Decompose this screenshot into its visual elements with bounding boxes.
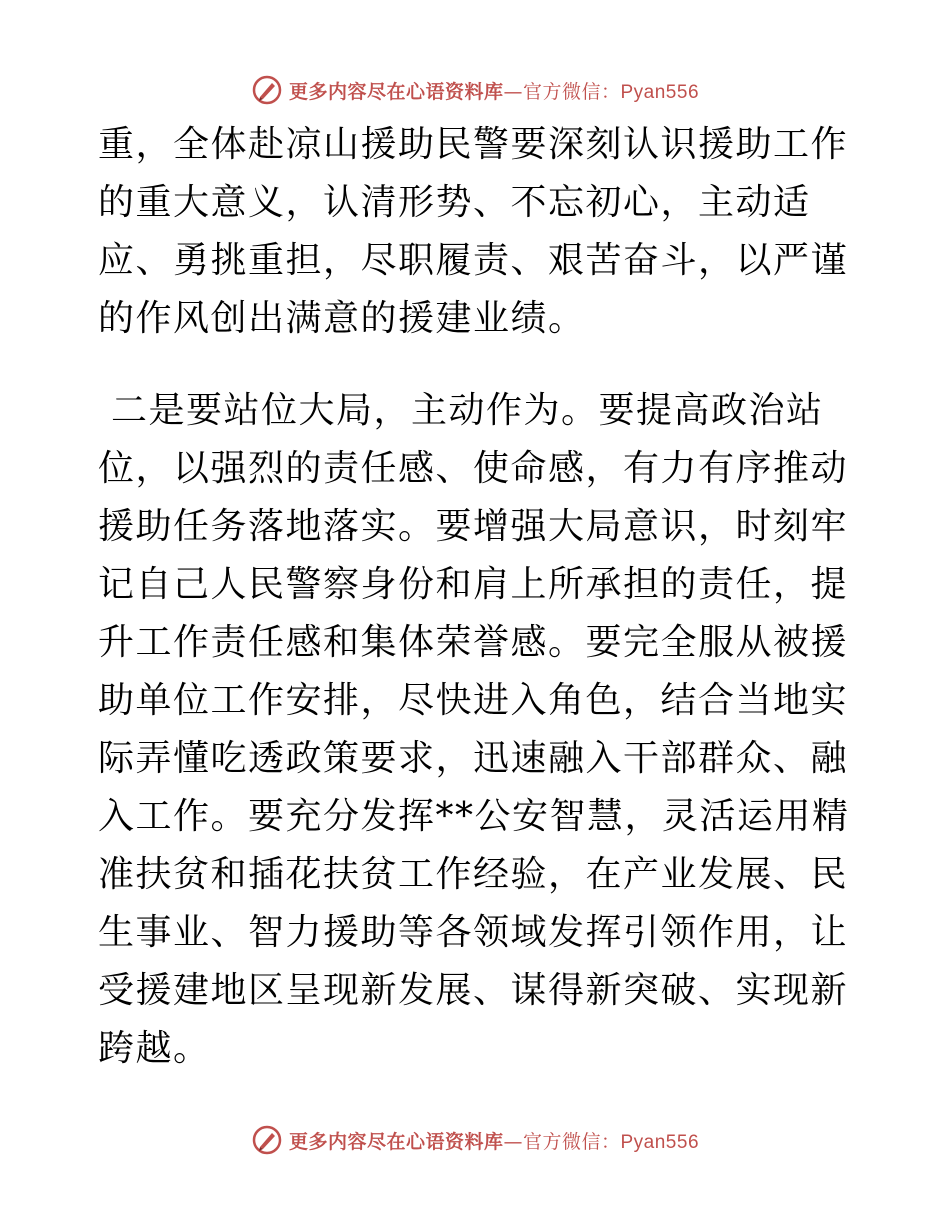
pen-circle-icon <box>251 74 283 106</box>
watermark-brand: 更多内容尽在心语资料库 <box>288 1130 504 1153</box>
watermark-wechat-label: 官方微信： <box>522 1130 621 1153</box>
watermark-brand: 更多内容尽在心语资料库 <box>288 80 504 103</box>
watermark-text <box>289 1127 699 1154</box>
header-watermark <box>0 72 950 108</box>
watermark-separator: — <box>503 80 523 103</box>
paragraph-1: 重，全体赴凉山援助民警要深刻认识援助工作的重大意义，认清形势、不忘初心，主动适应、勇挑重担，尽职履责、艰苦奋斗，以严谨的作风创出满意的援建业绩。 <box>98 124 849 339</box>
document-body <box>98 116 852 1078</box>
footer-watermark <box>0 1122 950 1158</box>
pen-circle-icon <box>251 1124 283 1156</box>
watermark-separator: — <box>503 1130 523 1153</box>
watermark-wechat-id: Pyan556 <box>620 1131 700 1153</box>
paragraph-2: 二是要站位大局，主动作为。要提高政治站位，以强烈的责任感、使命感，有力有序推动援助任务落地落实。要增强大局意识，时刻牢记自己人民警察身份和肩上所承担的责任，提升工作责任感和集体荣誉感。要完全服从被援助单位工作安排，尽快进入角色，结合当地实际弄懂吃透政策要求，迅速融入干部群众、融入工作。要充分发挥**公安智慧，灵活运用精准扶贫和插花扶贫工作经验，在产业发展、民生事业、智力援助等各领域发挥引领作用，让受援建地区呈现新发展、谋得新突破、实现新跨越。 <box>98 390 850 1069</box>
watermark-wechat-id: Pyan556 <box>620 81 700 103</box>
watermark-text <box>289 77 699 104</box>
watermark-wechat-label: 官方微信： <box>522 80 621 103</box>
